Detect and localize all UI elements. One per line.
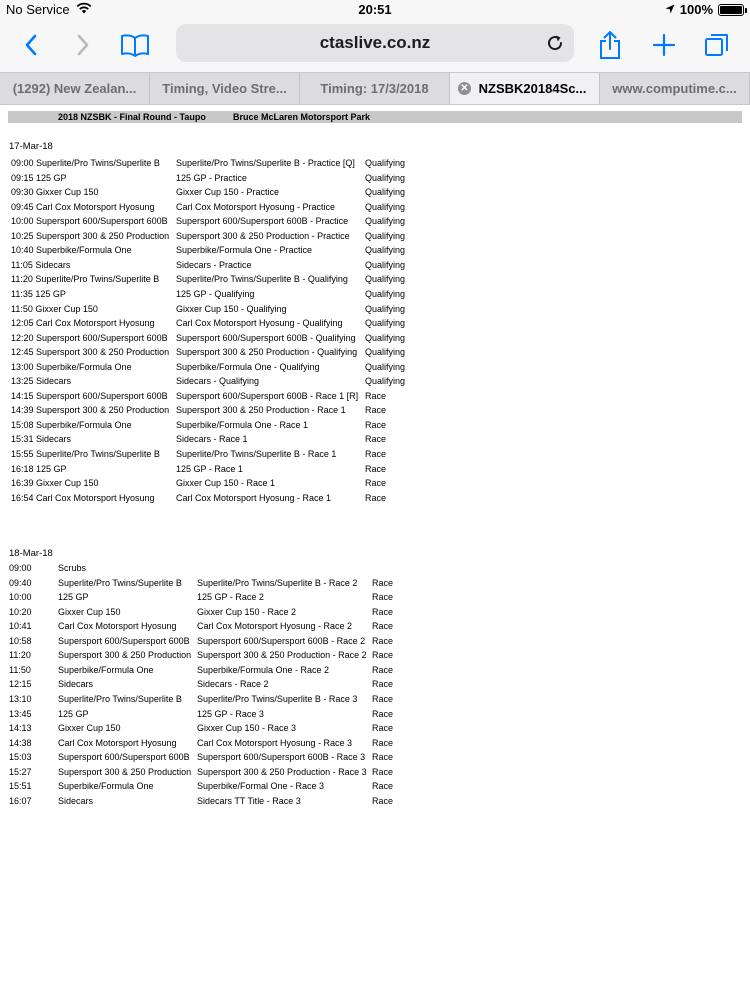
tab-label: NZSBK20184Sc... bbox=[478, 81, 587, 96]
session-cell: Carl Cox Motorsport Hyosung - Practice bbox=[176, 201, 336, 212]
clock: 20:51 bbox=[358, 2, 392, 17]
class-cell: Supersport 600/Supersport 600B bbox=[58, 752, 190, 763]
address-bar[interactable] bbox=[176, 24, 574, 62]
session-cell: Supersport 600/Supersport 600B - Qualifying bbox=[176, 332, 356, 343]
type-cell: Race bbox=[365, 434, 387, 445]
time-cell: 09:40 bbox=[9, 577, 32, 588]
class-cell: 125 GP bbox=[58, 708, 89, 719]
session-cell: Sidecars TT Title - Race 3 bbox=[197, 795, 301, 806]
class-cell: 12:45 Supersport 300 & 250 Production bbox=[11, 347, 170, 358]
type-cell: Race bbox=[372, 592, 394, 603]
type-cell: Race bbox=[372, 723, 394, 734]
session-cell: 125 GP - Practice bbox=[176, 172, 247, 183]
class-cell: 15:31 Sidecars bbox=[11, 434, 72, 445]
type-cell: Qualifying bbox=[365, 303, 406, 314]
class-cell: 125 GP bbox=[58, 592, 89, 603]
close-tab-icon[interactable]: ✕ bbox=[458, 82, 471, 95]
class-cell: Sidecars bbox=[58, 795, 94, 806]
session-cell: Superlite/Pro Twins/Superlite B - Qualifying bbox=[176, 274, 348, 285]
event-title: 2018 NZSBK - Final Round - Taupo bbox=[58, 112, 206, 122]
type-cell: Race bbox=[365, 419, 387, 430]
session-cell: Supersport 300 & 250 Production - Practice bbox=[176, 230, 350, 241]
time-cell: 13:45 bbox=[9, 708, 32, 719]
session-cell: Superbike/Formal One - Race 3 bbox=[197, 781, 325, 792]
class-cell: 12:20 Supersport 600/Supersport 600B bbox=[11, 332, 168, 343]
session-cell: Supersport 600/Supersport 600B - Race 3 bbox=[197, 752, 366, 763]
class-cell: 16:18 125 GP bbox=[11, 463, 67, 474]
class-cell: Superlite/Pro Twins/Superlite B bbox=[58, 577, 182, 588]
session-cell: 125 GP - Race 2 bbox=[197, 592, 264, 603]
class-cell: Supersport 600/Supersport 600B bbox=[58, 635, 190, 646]
class-cell: 10:25 Supersport 300 & 250 Production bbox=[11, 230, 170, 241]
session-cell: Supersport 300 & 250 Production - Race 2 bbox=[197, 650, 367, 661]
class-cell: 14:39 Supersport 300 & 250 Production bbox=[11, 405, 170, 416]
time-cell: 11:50 bbox=[9, 664, 31, 675]
chevron-left-icon bbox=[24, 34, 38, 56]
reload-icon[interactable] bbox=[544, 32, 566, 54]
day2-date: 18-Mar-18 bbox=[9, 548, 53, 559]
class-cell: 12:05 Carl Cox Motorsport Hyosung bbox=[11, 318, 155, 329]
session-cell: Gixxer Cup 150 - Practice bbox=[176, 187, 280, 198]
type-cell: Race bbox=[372, 635, 394, 646]
time-cell: 15:03 bbox=[9, 752, 32, 763]
time-cell: 10:41 bbox=[9, 621, 32, 632]
class-cell: 10:40 Superbike/Formula One bbox=[11, 245, 132, 256]
session-cell: Superlite/Pro Twins/Superlite B - Race 2 bbox=[197, 577, 358, 588]
type-cell: Qualifying bbox=[365, 172, 406, 183]
carrier-label: No Service bbox=[6, 2, 70, 17]
session-cell: Supersport 600/Supersport 600B - Race 1 [R] bbox=[176, 390, 359, 401]
type-cell: Qualifying bbox=[365, 259, 406, 270]
type-cell: Qualifying bbox=[365, 245, 406, 256]
session-cell: Superbike/Formula One - Race 2 bbox=[197, 664, 330, 675]
time-cell: 14:13 bbox=[9, 723, 32, 734]
class-cell: 16:39 Gixxer Cup 150 bbox=[11, 478, 99, 489]
class-cell: 09:00 Superlite/Pro Twins/Superlite B bbox=[11, 158, 160, 168]
class-cell: 10:00 Supersport 600/Supersport 600B bbox=[11, 216, 168, 227]
share-icon bbox=[598, 30, 622, 60]
class-cell: Carl Cox Motorsport Hyosung bbox=[58, 621, 177, 632]
class-cell: Superbike/Formula One bbox=[58, 664, 154, 675]
class-cell: Supersport 300 & 250 Production bbox=[58, 766, 192, 777]
type-cell: Race bbox=[372, 766, 394, 777]
session-cell: Supersport 300 & 250 Production - Race 3 bbox=[197, 766, 367, 777]
class-cell: 16:54 Carl Cox Motorsport Hyosung bbox=[11, 492, 155, 503]
type-cell: Race bbox=[365, 405, 387, 416]
session-cell: Gixxer Cup 150 - Race 3 bbox=[197, 723, 297, 734]
type-cell: Qualifying bbox=[365, 288, 406, 299]
session-cell: Sidecars - Practice bbox=[176, 259, 252, 270]
session-cell: Superlite/Pro Twins/Superlite B - Race 3 bbox=[197, 693, 358, 704]
class-cell: 09:15 125 GP bbox=[11, 172, 67, 183]
time-cell: 12:15 bbox=[9, 679, 32, 690]
tab-timing-date[interactable] bbox=[300, 73, 450, 104]
type-cell: Race bbox=[372, 664, 394, 675]
class-cell: 09:45 Carl Cox Motorsport Hyosung bbox=[11, 201, 155, 212]
class-cell: 13:00 Superbike/Formula One bbox=[11, 361, 132, 372]
session-cell: Superlite/Pro Twins/Superlite B - Race 1 bbox=[176, 449, 337, 459]
status-bar bbox=[0, 0, 750, 20]
type-cell: Qualifying bbox=[365, 187, 406, 198]
class-cell: Scrubs bbox=[58, 563, 87, 573]
session-cell: Sidecars - Race 1 bbox=[176, 434, 248, 445]
time-cell: 16:07 bbox=[9, 795, 32, 806]
type-cell: Race bbox=[372, 650, 394, 661]
session-cell: Supersport 300 & 250 Production - Qualifying bbox=[176, 347, 358, 358]
type-cell: Qualifying bbox=[365, 332, 406, 343]
type-cell: Race bbox=[365, 478, 387, 489]
session-cell: Gixxer Cup 150 - Race 1 bbox=[176, 478, 276, 489]
session-cell: Carl Cox Motorsport Hyosung - Race 1 bbox=[176, 492, 332, 503]
tab-label: (1292) New Zealan... bbox=[12, 81, 137, 96]
tabs-icon bbox=[704, 32, 730, 58]
session-cell: Sidecars - Race 2 bbox=[197, 679, 269, 690]
browser-toolbar bbox=[0, 20, 750, 72]
session-cell: Sidecars - Qualifying bbox=[176, 376, 260, 387]
type-cell: Race bbox=[372, 679, 394, 690]
session-cell: Supersport 300 & 250 Production - Race 1 bbox=[176, 405, 346, 416]
session-cell: Gixxer Cup 150 - Qualifying bbox=[176, 303, 287, 314]
type-cell: Race bbox=[372, 795, 394, 806]
type-cell: Qualifying bbox=[365, 361, 406, 372]
battery-percent: 100% bbox=[679, 2, 713, 17]
session-cell: Superbike/Formula One - Qualifying bbox=[176, 361, 320, 372]
class-cell: 11:50 Gixxer Cup 150 bbox=[11, 303, 98, 314]
location-icon bbox=[665, 2, 675, 17]
type-cell: Qualifying bbox=[365, 274, 406, 285]
battery-icon bbox=[718, 4, 744, 16]
session-cell: Superbike/Formula One - Race 1 bbox=[176, 419, 309, 430]
time-cell: 11:20 bbox=[9, 650, 31, 661]
class-cell: Carl Cox Motorsport Hyosung bbox=[58, 737, 177, 748]
session-cell: 125 GP - Race 3 bbox=[197, 708, 264, 719]
venue-title: Bruce McLaren Motorsport Park bbox=[233, 112, 371, 122]
session-cell: Superlite/Pro Twins/Superlite B - Practice [Q] bbox=[176, 158, 355, 168]
class-cell: Supersport 300 & 250 Production bbox=[58, 650, 192, 661]
class-cell: 15:08 Superbike/Formula One bbox=[11, 419, 132, 430]
chevron-right-icon bbox=[76, 34, 90, 56]
type-cell: Race bbox=[365, 492, 387, 503]
day1-date: 17-Mar-18 bbox=[9, 141, 53, 152]
type-cell: Race bbox=[372, 752, 394, 763]
type-cell: Race bbox=[372, 781, 394, 792]
type-cell: Race bbox=[365, 449, 387, 459]
class-cell: 11:05 Sidecars bbox=[11, 259, 71, 270]
type-cell: Qualifying bbox=[365, 376, 406, 387]
type-cell: Qualifying bbox=[365, 216, 406, 227]
bookmarks-button[interactable] bbox=[117, 27, 153, 63]
session-cell: 125 GP - Race 1 bbox=[176, 463, 243, 474]
session-cell: Carl Cox Motorsport Hyosung - Race 3 bbox=[197, 737, 353, 748]
type-cell: Qualifying bbox=[365, 158, 406, 168]
new-tab-button[interactable] bbox=[646, 27, 682, 63]
session-cell: Carl Cox Motorsport Hyosung - Race 2 bbox=[197, 621, 353, 632]
time-cell: 14:38 bbox=[9, 737, 32, 748]
session-cell: Superbike/Formula One - Practice bbox=[176, 245, 313, 256]
tabs-overview-button[interactable] bbox=[699, 27, 735, 63]
page-content bbox=[0, 105, 750, 1000]
session-cell: Supersport 600/Supersport 600B - Race 2 bbox=[197, 635, 366, 646]
time-cell: 10:58 bbox=[9, 635, 32, 646]
time-cell: 15:51 bbox=[9, 781, 32, 792]
tab-label: www.computime.c... bbox=[612, 81, 737, 96]
back-button[interactable] bbox=[13, 27, 49, 63]
time-cell: 10:00 bbox=[9, 592, 32, 603]
type-cell: Race bbox=[372, 577, 394, 588]
type-cell: Qualifying bbox=[365, 230, 406, 241]
class-cell: Gixxer Cup 150 bbox=[58, 723, 121, 734]
class-cell: Sidecars bbox=[58, 679, 94, 690]
time-cell: 10:20 bbox=[9, 606, 32, 617]
time-cell: 13:10 bbox=[9, 693, 32, 704]
class-cell: 14:15 Supersport 600/Supersport 600B bbox=[11, 390, 168, 401]
class-cell: Superlite/Pro Twins/Superlite B bbox=[58, 693, 182, 704]
class-cell: 15:55 Superlite/Pro Twins/Superlite B bbox=[11, 449, 160, 459]
type-cell: Qualifying bbox=[365, 347, 406, 358]
time-cell: 15:27 bbox=[9, 766, 32, 777]
forward-button[interactable] bbox=[65, 27, 101, 63]
type-cell: Race bbox=[372, 621, 394, 632]
tab-label: Timing: 17/3/2018 bbox=[320, 81, 429, 96]
session-cell: Carl Cox Motorsport Hyosung - Qualifying bbox=[176, 318, 343, 329]
class-cell: 13:25 Sidecars bbox=[11, 376, 72, 387]
type-cell: Race bbox=[372, 693, 394, 704]
plus-icon bbox=[652, 33, 676, 57]
type-cell: Race bbox=[372, 737, 394, 748]
type-cell: Race bbox=[365, 463, 387, 474]
tab-bar bbox=[0, 72, 750, 105]
type-cell: Race bbox=[365, 390, 387, 401]
type-cell: Race bbox=[372, 606, 394, 617]
type-cell: Qualifying bbox=[365, 201, 406, 212]
tab-label: Timing, Video Stre... bbox=[162, 81, 287, 96]
class-cell: Superbike/Formula One bbox=[58, 781, 154, 792]
type-cell: Race bbox=[372, 708, 394, 719]
class-cell: 09:30 Gixxer Cup 150 bbox=[11, 187, 99, 198]
class-cell: 11:35 125 GP bbox=[11, 288, 66, 299]
type-cell: Qualifying bbox=[365, 318, 406, 329]
session-cell: Gixxer Cup 150 - Race 2 bbox=[197, 606, 297, 617]
tab-schedule-active[interactable] bbox=[450, 73, 600, 104]
tab-youtube[interactable] bbox=[0, 73, 150, 104]
url-text: ctaslive.co.nz bbox=[319, 33, 431, 52]
event-header bbox=[8, 111, 742, 123]
class-cell: 11:20 Superlite/Pro Twins/Superlite B bbox=[11, 274, 160, 285]
class-cell: Gixxer Cup 150 bbox=[58, 606, 121, 617]
tab-timing-video[interactable] bbox=[150, 73, 300, 104]
share-button[interactable] bbox=[592, 27, 628, 63]
session-cell: 125 GP - Qualifying bbox=[176, 288, 255, 299]
book-icon bbox=[120, 33, 150, 57]
time-cell: 09:00 bbox=[9, 563, 32, 573]
session-cell: Supersport 600/Supersport 600B - Practice bbox=[176, 216, 349, 227]
tab-computime[interactable] bbox=[600, 73, 750, 104]
